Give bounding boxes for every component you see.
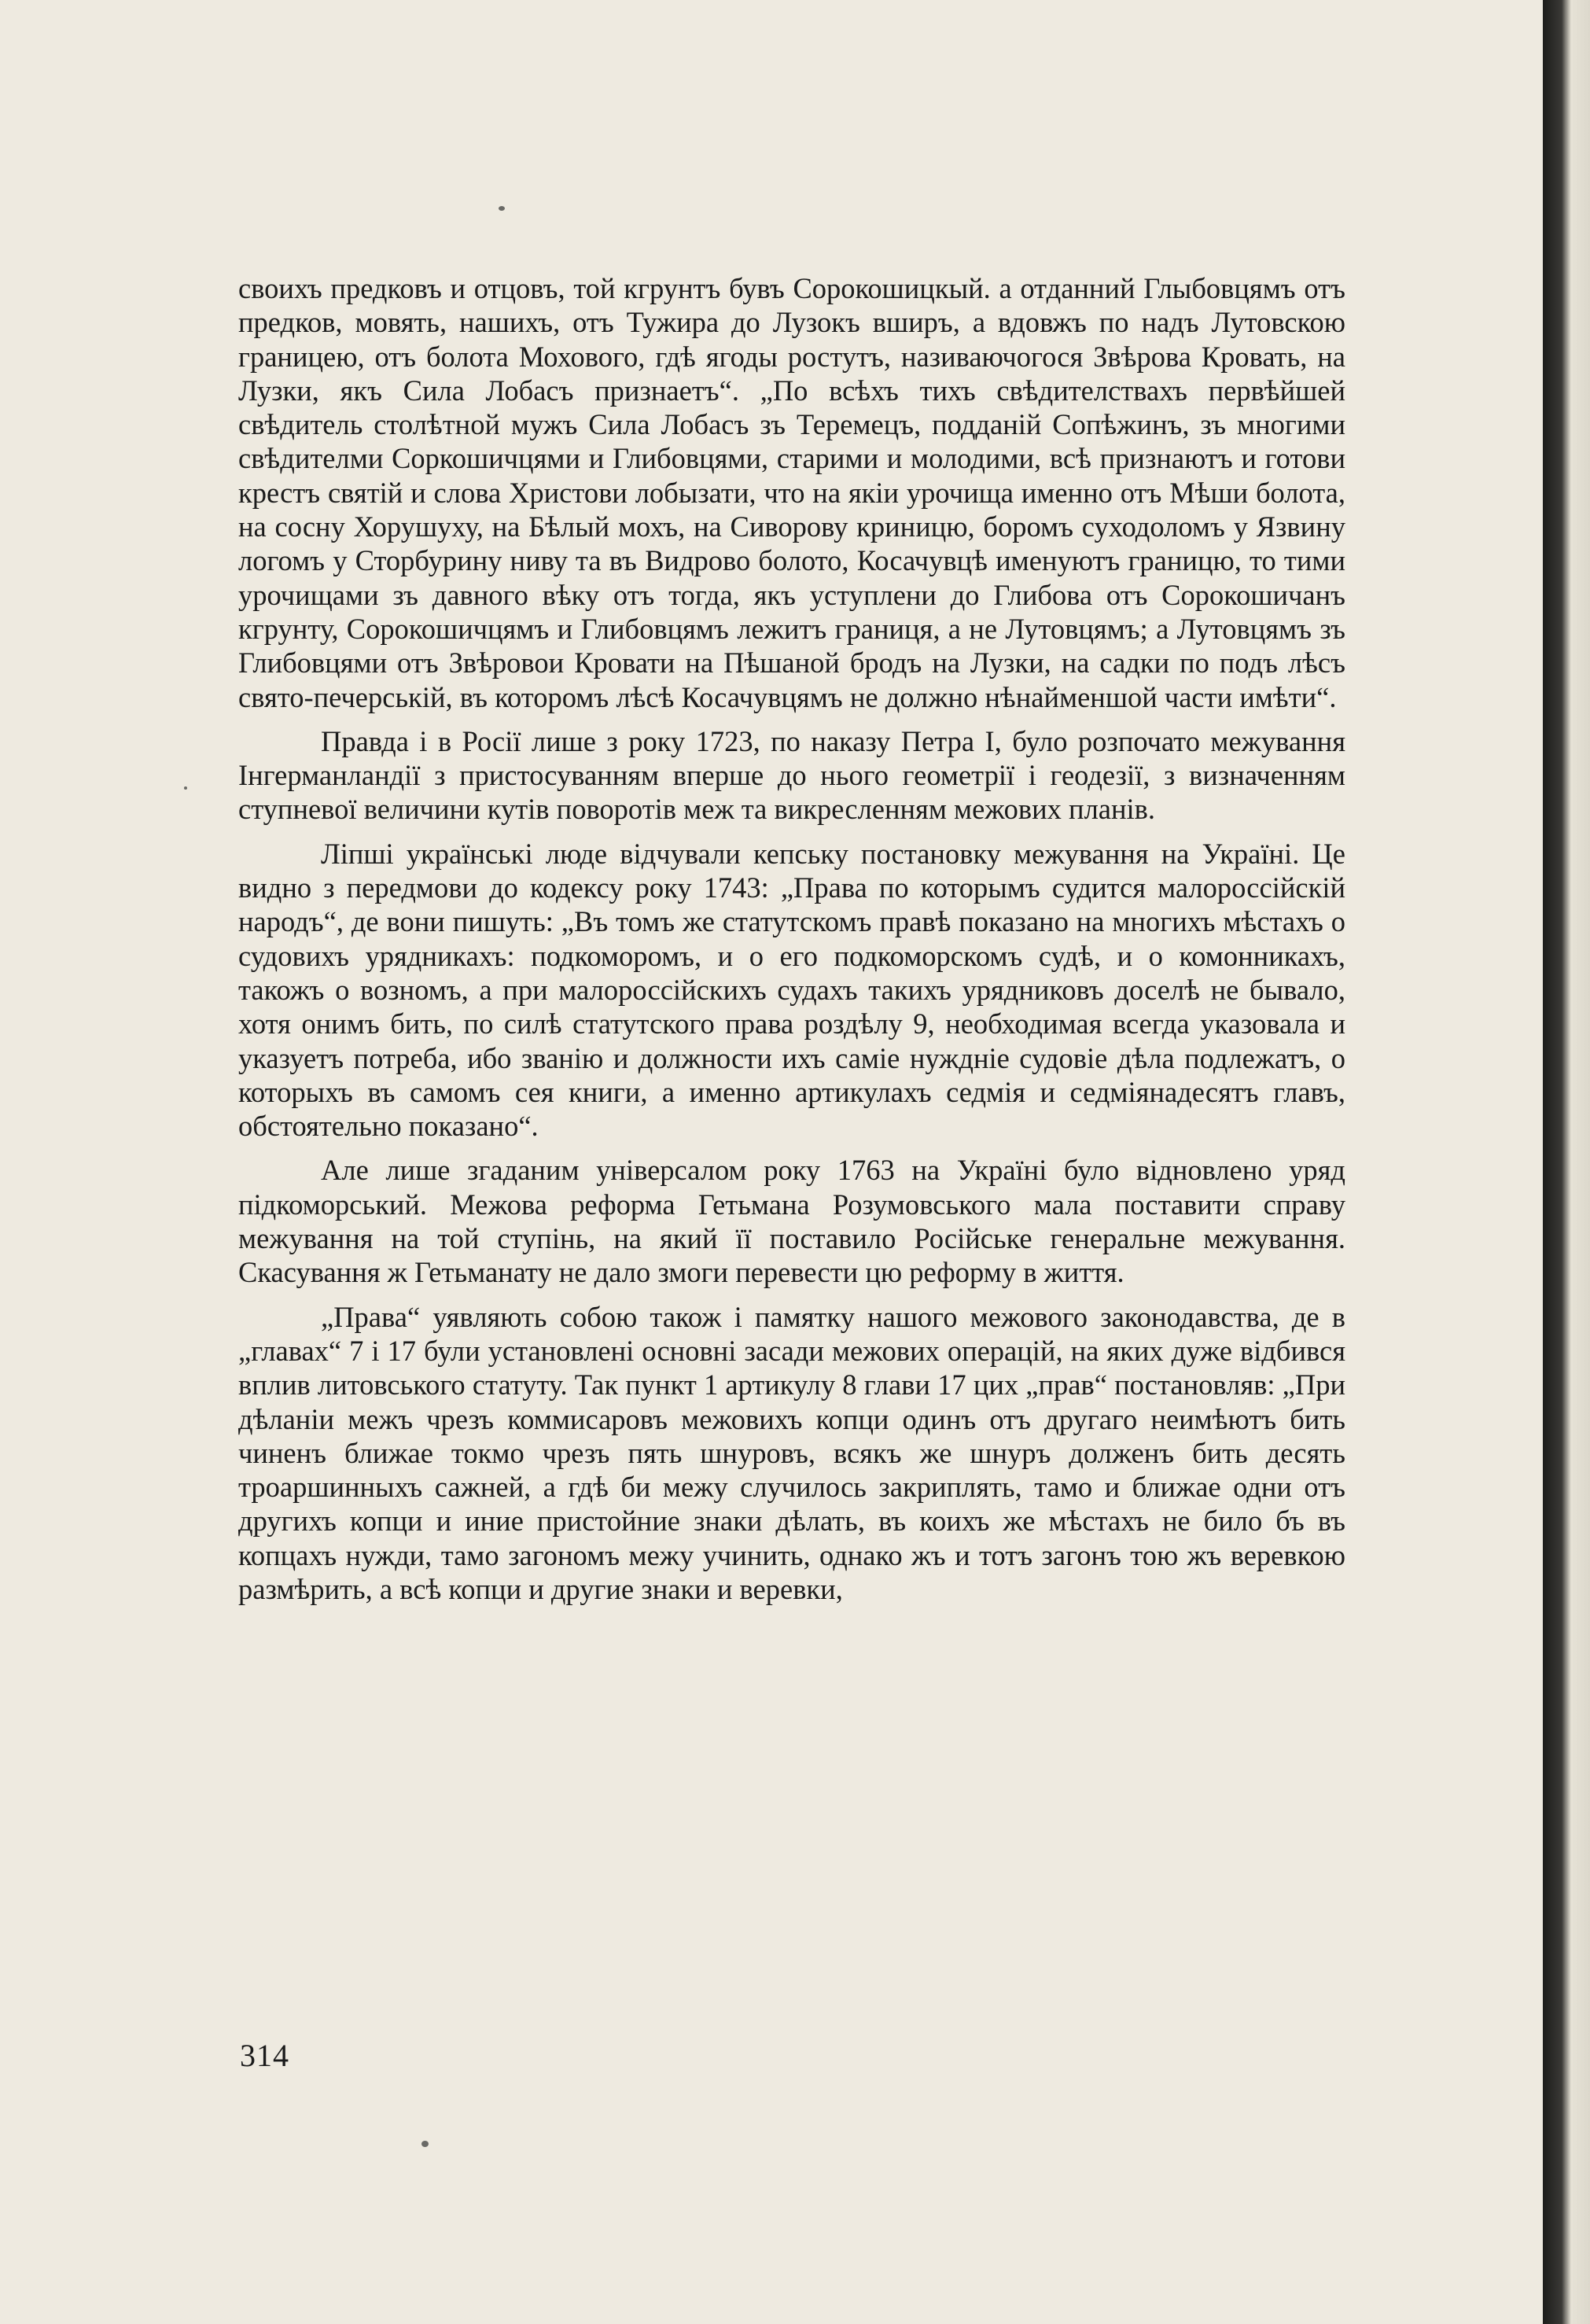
page-number: 314 — [240, 2038, 289, 2073]
body-text — [238, 271, 1345, 1606]
book-binding-edge — [1543, 0, 1590, 2324]
print-speck — [499, 206, 505, 211]
paragraph-5: „Права“ уявляють собою також і памятку нашого межового законодавства, де в „главах“ 7 і 17 були установлені основні засади межових операцій, на яких дуже відбився вплив литовського статуту. Так пункт 1 артикулу 8 глави 17 цих „прав“ постановляв: „При дѣланіи межъ чрезъ коммисаровъ межовихъ копци одинъ отъ другаго неимѣютъ бить чиненъ ближае токмо чрезъ пять шнуровъ, всякъ же шнуръ долженъ бить десять троаршинныхъ сажней, а гдѣ би межу случилось закриплять, тамо и ближае одни отъ другихъ копци и иние пристойние знаки дѣлать, въ коихъ же мѣстахъ не било бъ въ копцахъ нужди, тамо загономъ межу учинить, однако жъ и тотъ загонъ тою жъ веревкою размѣрить, а всѣ копци и другие знаки и веревки, — [238, 1300, 1345, 1605]
paragraph-1: своихъ предковъ и отцовъ, той кгрунтъ бувъ Сорокошицкый. а отданний Глыбовцямъ отъ предков, мовять, нашихъ, отъ Тужира до Лузокъ вширъ, а вдовжъ по надъ Лутовскою границею, отъ болота Мохового, гдѣ ягоды ростутъ, називаючогося Звѣрова Кровать, на Лузки, якъ Сила Лобасъ признаетъ“. „По всѣхъ тихъ свѣдителствахъ первѣйшей свѣдитель столѣтной мужъ Сила Лобасъ зъ Теремецъ, подданій Сопѣжинъ, зъ многими свѣдителми Соркошичцями и Глибовцями, старими и молодими, всѣ признаютъ и готови крестъ святій и слова Христови лобызати, что на якіи урочища именно отъ Мѣши болота, на сосну Хорушуху, на Бѣлый мохъ, на Сиворову криницю, боромъ суходоломъ у Язвину логомъ у Сторбурину ниву та въ Видрово болото, Косачувцѣ именуютъ границю, то тими урочищами зъ давного вѣку отъ тогда, якъ уступлени до Глибова отъ Сорокошичанъ кгрунту, Сорокошичцямъ и Глибовцямъ лежитъ границя, а не Лутовцямъ; а Лутовцямъ зъ Глибовцями отъ Звѣровои Кровати на Пѣшаной бродъ на Лузки, на садки по подъ лѣсъ свято-печерській, въ которомъ лѣсѣ Косачувцямъ не должно нѣнайменшой части имѣти“. — [238, 272, 1345, 713]
print-speck — [184, 786, 187, 790]
paragraph-3: Ліпші українські люде відчували кепську постановку межування на Україні. Це видно з передмови до кодексу року 1743: „Права по которымъ судится малороссійскій народъ“, де вони пишуть: „Въ томъ же статутскомъ правѣ показано на многихъ мѣстахъ о судовихъ урядникахъ: подкоморомъ, и о его подкоморскомъ судѣ, и о комонникахъ, такожъ о возномъ, а при малороссійскихъ судахъ такихъ урядниковъ доселѣ не бывало, хотя онимъ бить, по силѣ статутского права роздѣлу 9, необходимая всегда указовала и указуетъ потреба, ибо званію и должности ихъ саміе нуждніе судовіе дѣла подлежатъ, о которыхъ въ самомъ сея книги, а именно артикулахъ седмія и седміянадесятъ главъ, обстоятельно показано“. — [238, 837, 1345, 1143]
print-speck — [421, 2141, 429, 2147]
paragraph-4: Але лише згаданим універсалом року 1763 на Україні було відновлено уряд підкоморський. Межова реформа Гетьмана Розумовського мала поставити справу межування на той ступінь, на який її поставило Російське генеральне межування. Скасування ж Гетьманату не дало змоги перевести цю реформу в життя. — [238, 1154, 1345, 1289]
paragraph-2: Правда і в Росії лише з року 1723, по наказу Петра I, було розпочато межування Інгерманландії з пристосуванням вперше до нього геометрії і геодезії, з визначенням ступневої величини кутів поворотів меж та викресленням межових планів. — [238, 724, 1345, 826]
